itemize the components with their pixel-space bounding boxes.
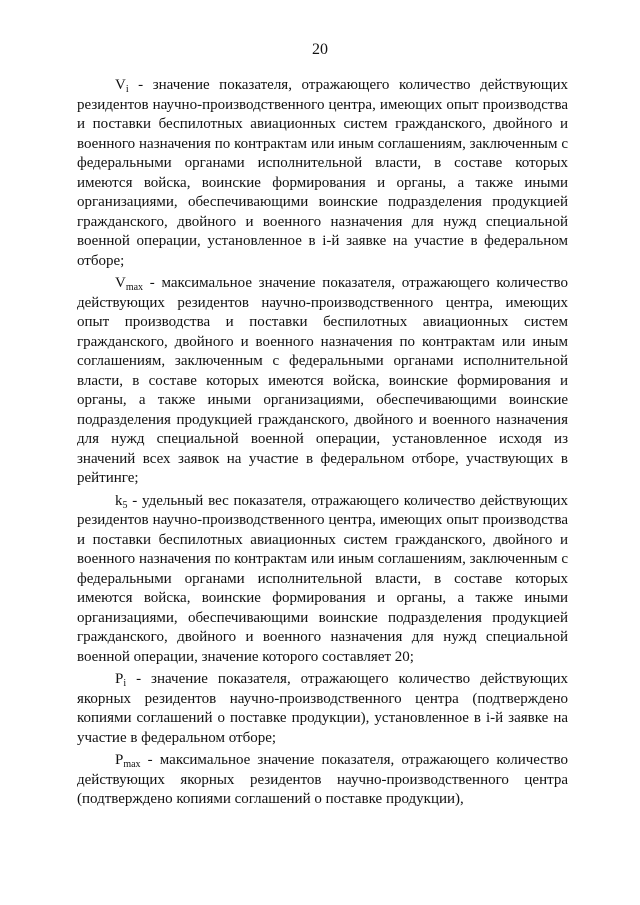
definition-text: - удельный вес показателя, отражающего количество действующих резидентов научно-производственного центра, имеющих опыт производства и поставки беспилотных авиационных систем гражданского, двойного и военного назначения по контрактам или иным соглашениям, заключенным с федеральными органами исполнительной власти, в составе которых имеются войска, воинские формирования и органы, а также иными организациями, обеспечивающими воинские подразделения продукцией гражданского, двойного и военного назначения для нужд специальной военной операции, значение которого составляет 20;	[77, 492, 568, 665]
definition-text: - максимальное значение показателя, отражающего количество действующих резидентов научно-производственного центра, имеющих опыт производства и поставки беспилотных авиационных систем гражданского, двойного и военного назначения по контрактам или иным соглашениям, заключенным с федеральными органами исполнительной власти, в составе которых имеются войска, воинские формирования и органы, а также иными организациями, обеспечивающими воинские подразделения продукцией гражданского, двойного и военного назначения для нужд специальной военной операции, установленное исходя из значений всех заявок на участие в федеральном отборе, участвующих в рейтинге;	[77, 275, 568, 486]
variable-symbol: k	[115, 492, 123, 509]
variable-subscript: max	[125, 282, 144, 293]
definition-paragraph	[77, 751, 568, 810]
variable-subscript: i	[123, 678, 127, 689]
definition-text: - максимальное значение показателя, отражающего количество действующих якорных резидентов научно-производственного центра (подтверждено копиями соглашений о поставке продукции),	[77, 752, 568, 807]
variable-symbol: P	[115, 671, 124, 687]
variable-subscript: max	[123, 759, 141, 770]
definition-paragraph	[77, 76, 568, 271]
variable-subscript: i	[125, 84, 129, 95]
definition-text: - значение показателя, отражающего количество действующих резидентов научно-производственного центра, имеющих опыт производства и поставки беспилотных авиационных систем гражданского, двойного и военного назначения по контрактам или иным соглашениям, заключенным с федеральными органами исполнительной власти, в составе которых имеются войска, воинские формирования и органы, а также иными организациями, обеспечивающими воинские подразделения продукцией гражданского, двойного и военного назначения для нужд специальной военной операции, установленное в i-й заявке на участие в федеральном отборе;	[77, 77, 568, 269]
definition-paragraph	[77, 670, 568, 748]
variable-symbol: V	[115, 275, 126, 291]
page-number: 20	[312, 41, 328, 58]
definition-paragraph	[77, 492, 568, 668]
variable-symbol: P	[115, 752, 124, 768]
definition-paragraph	[77, 274, 568, 489]
variable-subscript: 5	[122, 499, 128, 511]
document-body	[77, 76, 568, 813]
definition-text: - значение показателя, отражающего количество действующих якорных резидентов научно-производственного центра (подтверждено копиями соглашений о поставке продукции), установленное в i-й заявке на участие в федеральном отборе;	[77, 671, 568, 746]
variable-symbol: V	[115, 77, 126, 93]
